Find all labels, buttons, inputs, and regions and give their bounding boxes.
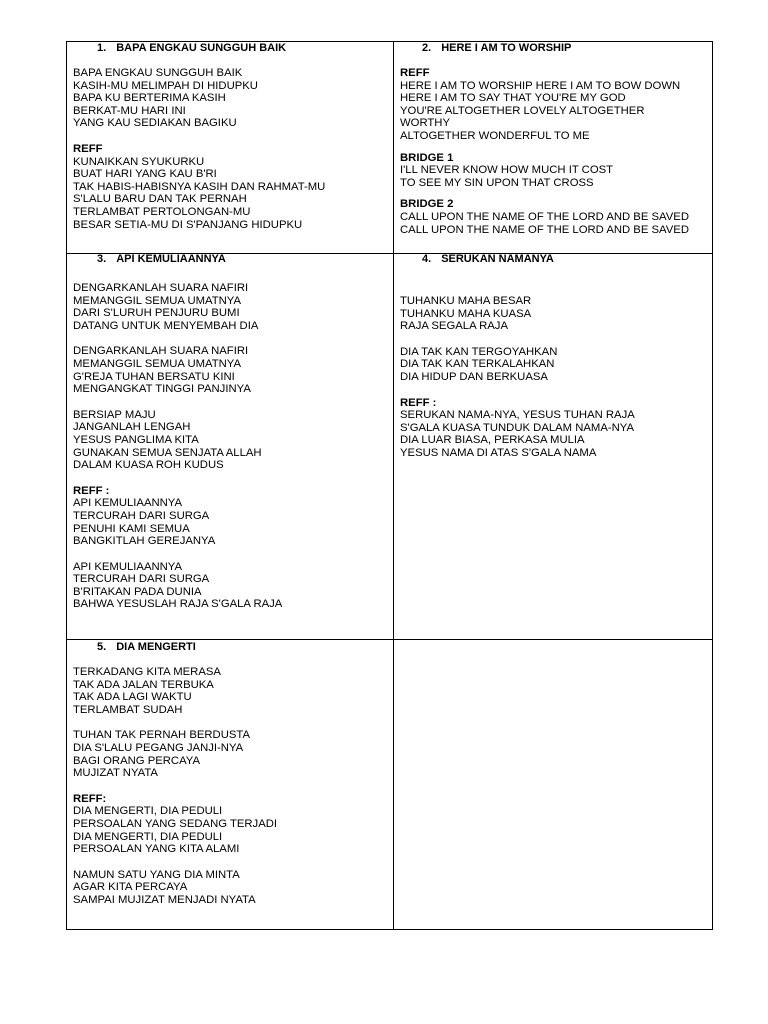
song-title-text: DIA MENGERTI [116,641,196,653]
lyric-block [73,67,391,130]
lyric-block [400,152,712,190]
lyric-line: BERKAT-MU HARI INI [73,104,186,117]
lyric-block [73,793,391,856]
lyric-line: AGAR KITA PERCAYA [73,881,188,894]
lyric-line: TAK ADA JALAN TERBUKA [73,678,214,691]
lyric-line: PERSOALAN YANG SEDANG TERJADI [73,817,278,830]
lyric-block [73,143,391,231]
lyric-line: DIA MENGERTI, DIA PEDULI [73,830,223,843]
section-label: REFF: [73,792,107,805]
lyric-line: PERSOALAN YANG KITA ALAMI [73,843,240,856]
song-cell [73,253,391,639]
lyric-line: TERCURAH DARI SURGA [73,509,210,522]
song-title [73,253,391,266]
lyric-line: MENGANGKAT TINGGI PANJINYA [73,383,251,396]
lyric-line: MUJIZAT NYATA [73,767,158,780]
lyric-line: YESUS PANGLIMA KITA [73,433,199,446]
section-label: REFF : [73,484,110,497]
lyric-line: WORTHY [400,117,450,130]
lyric-line: DIA TAK KAN TERKALAHKAN [400,358,555,371]
song-number: 1. [97,42,107,54]
lyric-line: TAK HABIS-HABISNYA KASIH DAN RAHMAT-MU [73,180,326,193]
song-title-text: API KEMULIAANNYA [116,253,226,265]
song-title-text: HERE I AM TO WORSHIP [441,42,572,54]
song-cell [400,42,712,253]
song-number: 5. [97,641,107,653]
lyric-line: DENGARKANLAH SUARA NAFIRI [73,345,249,358]
lyric-line: JANGANLAH LENGAH [73,421,191,434]
lyric-line: CALL UPON THE NAME OF THE LORD AND BE SAVED [400,223,689,236]
lyric-block [400,346,712,384]
lyric-line: YESUS NAMA DI ATAS S'GALA NAMA [400,446,597,459]
lyric-block [73,409,391,472]
lyric-line: BAPA ENGKAU SUNGGUH BAIK [73,67,243,79]
lyric-line: BAPA KU BERTERIMA KASIH [73,92,226,105]
song-cell [73,42,391,253]
lyric-line: TERKADANG KITA MERASA [73,666,221,678]
lyric-line: DIA TAK KAN TERGOYAHKAN [400,345,558,358]
lyric-block [73,869,391,907]
song-number: 3. [97,253,107,265]
lyric-line: BAGI ORANG PERCAYA [73,754,201,767]
lyric-line: NAMUN SATU YANG DIA MINTA [73,868,240,881]
lyric-line: BUAT HARI YANG KAU B'RI [73,168,217,181]
lyric-block [73,561,391,611]
lyric-line: TUHANKU MAHA KUASA [400,307,532,320]
lyric-line: I'LL NEVER KNOW HOW MUCH IT COST [400,164,614,177]
song-title [73,639,391,654]
lyric-line: BESAR SETIA-MU DI S'PANJANG HIDUPKU [73,218,303,231]
lyric-line: S'LALU BARU DAN TAK PERNAH [73,193,247,206]
lyrics [73,67,391,231]
lyric-line: MEMANGGIL SEMUA UMATNYA [73,357,242,370]
lyric-line: DATANG UNTUK MENYEMBAH DIA [73,319,259,332]
lyric-block [400,67,712,143]
lyrics [400,295,712,460]
lyric-line: TERCURAH DARI SURGA [73,573,210,586]
song-table [66,41,713,930]
lyric-line: DENGARKANLAH SUARA NAFIRI [73,282,249,294]
lyric-block [73,282,391,332]
lyric-block [73,666,391,716]
lyric-line: HERE I AM TO WORSHIP HERE I AM TO BOW DOWN [400,79,681,92]
lyric-line: DIA MENGERTI, DIA PEDULI [73,805,223,818]
lyric-block [400,295,712,333]
section-label: REFF [73,142,103,155]
lyric-line: B'RITAKAN PADA DUNIA [73,585,202,598]
section-label: REFF [400,67,430,79]
section-label: BRIDGE 1 [400,151,454,164]
lyric-line: HERE I AM TO SAY THAT YOU'RE MY GOD [400,92,626,105]
song-title-text: SERUKAN NAMANYA [441,253,554,265]
lyric-line: TUHANKU MAHA BESAR [400,295,532,307]
lyric-line: SERUKAN NAMA-NYA, YESUS TUHAN RAJA [400,409,635,422]
lyric-line: YANG KAU SEDIAKAN BAGIKU [73,117,237,130]
lyric-line: TERLAMBAT SUDAH [73,703,183,716]
lyrics [400,67,712,236]
lyric-line: S'GALA KUASA TUNDUK DALAM NAMA-NYA [400,421,635,434]
lyric-line: TO SEE MY SIN UPON THAT CROSS [400,176,594,189]
song-title [73,42,391,55]
song-number: 2. [422,42,432,54]
song-title [400,253,712,266]
lyric-line: API KEMULIAANNYA [73,560,183,573]
lyric-line: BAHWA YESUSLAH RAJA S'GALA RAJA [73,598,283,611]
song-number: 4. [422,253,432,265]
lyric-line: MEMANGGIL SEMUA UMATNYA [73,294,242,307]
lyric-line: DARI S'LURUH PENJURU BUMI [73,307,240,320]
lyric-block [400,397,712,460]
song-title-text: BAPA ENGKAU SUNGGUH BAIK [116,42,287,54]
lyric-line: GUNAKAN SEMUA SENJATA ALLAH [73,446,262,459]
lyric-line: KASIH-MU MELIMPAH DI HIDUPKU [73,79,258,92]
lyric-line: RAJA SEGALA RAJA [400,320,508,333]
lyric-line: TAK ADA LAGI WAKTU [73,691,192,704]
lyric-block [73,345,391,395]
lyric-line: API KEMULIAANNYA [73,497,183,510]
lyric-line: SAMPAI MUJIZAT MENJADI NYATA [73,893,256,906]
lyric-line: DALAM KUASA ROH KUDUS [73,459,224,472]
lyric-line: BERSIAP MAJU [73,408,156,421]
lyric-line: TERLAMBAT PERTOLONGAN-MU [73,205,251,218]
lyric-block [73,485,391,548]
lyrics [73,282,391,611]
section-label: REFF : [400,396,437,409]
lyric-block [400,198,712,236]
song-cell [400,253,712,639]
section-label: BRIDGE 2 [400,198,454,211]
lyric-line: DIA HIDUP DAN BERKUASA [400,370,548,383]
song-title [400,42,712,55]
lyric-line: DIA S'LALU PEGANG JANJI-NYA [73,741,244,754]
lyric-line: YOU'RE ALTOGETHER LOVELY ALTOGETHER [400,104,645,117]
lyric-line: PENUHI KAMI SEMUA [73,522,190,535]
lyric-line: TUHAN TAK PERNAH BERDUSTA [73,729,251,742]
song-cell [73,639,391,929]
lyric-line: ALTOGETHER WONDERFUL TO ME [400,129,590,142]
lyric-line: CALL UPON THE NAME OF THE LORD AND BE SAVED [400,210,689,223]
lyrics [73,666,391,907]
lyric-line: KUNAIKKAN SYUKURKU [73,155,205,168]
lyric-line: BANGKITLAH GEREJANYA [73,535,216,548]
lyric-line: G'REJA TUHAN BERSATU KINI [73,370,235,383]
column-divider [393,42,394,929]
lyric-line: DIA LUAR BIASA, PERKASA MULIA [400,434,585,447]
lyric-block [73,729,391,779]
